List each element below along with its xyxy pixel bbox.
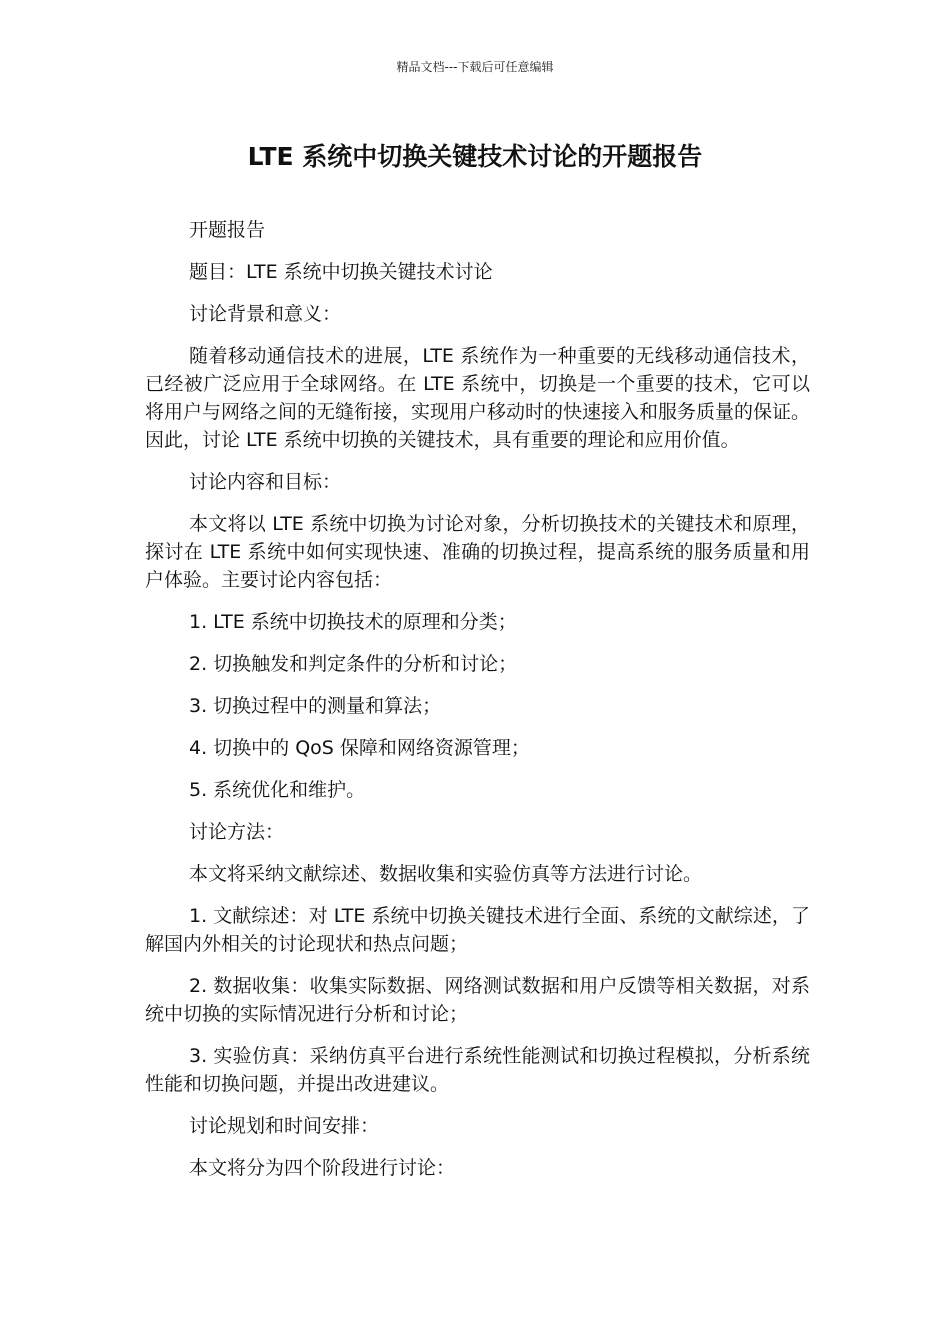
list-item: 2. 切换触发和判定条件的分析和讨论； (189, 653, 518, 675)
page-header: 精品文档---下载后可任意编辑 (396, 60, 554, 74)
list-item: 2. 数据收集：收集实际数据、网络测试数据和用户反馈等相关数据，对系统中切换的实际情况进行分析和讨论； (145, 975, 810, 1025)
document-title: LTE 系统中切换关键技术讨论的开题报告 (247, 142, 703, 171)
section-heading: 讨论内容和目标： (189, 471, 342, 493)
paragraph: 本文将以 LTE 系统中切换为讨论对象，分析切换技术的关键技术和原理，探讨在 LTE 系统中如何实现快速、准确的切换过程，提高系统的服务质量和用户体验。主要讨论内容包括： (145, 513, 810, 591)
document-body (145, 216, 810, 1196)
list-item: 3. 切换过程中的测量和算法； (189, 695, 442, 717)
list-item: 3. 实验仿真：采纳仿真平台进行系统性能测试和切换过程模拟，分析系统性能和切换问题，并提出改进建议。 (145, 1045, 810, 1095)
paragraph: 随着移动通信技术的进展，LTE 系统作为一种重要的无线移动通信技术，已经被广泛应用于全球网络。在 LTE 系统中，切换是一个重要的技术，它可以将用户与网络之间的无缝衔接，实现用户移动时的快速接入和服务质量的保证。因此，讨论 LTE 系统中切换的关键技术，具有重要的理论和应用价值。 (145, 345, 811, 451)
topic-line: 题目：LTE 系统中切换关键技术讨论 (189, 261, 493, 283)
section-heading: 讨论方法： (189, 821, 285, 843)
section-heading: 讨论规划和时间安排： (189, 1115, 380, 1137)
section-label: 开题报告 (189, 219, 266, 241)
paragraph: 本文将分为四个阶段进行讨论： (189, 1157, 456, 1179)
list-item: 1. LTE 系统中切换技术的原理和分类； (189, 611, 517, 633)
section-heading: 讨论背景和意义： (189, 303, 342, 325)
list-item: 5. 系统优化和维护。 (189, 779, 366, 801)
list-item: 4. 切换中的 QoS 保障和网络资源管理； (189, 737, 530, 759)
list-item: 1. 文献综述：对 LTE 系统中切换关键技术进行全面、系统的文献综述，了解国内外相关的讨论现状和热点问题； (145, 905, 810, 955)
paragraph: 本文将采纳文献综述、数据收集和实验仿真等方法进行讨论。 (189, 863, 703, 885)
